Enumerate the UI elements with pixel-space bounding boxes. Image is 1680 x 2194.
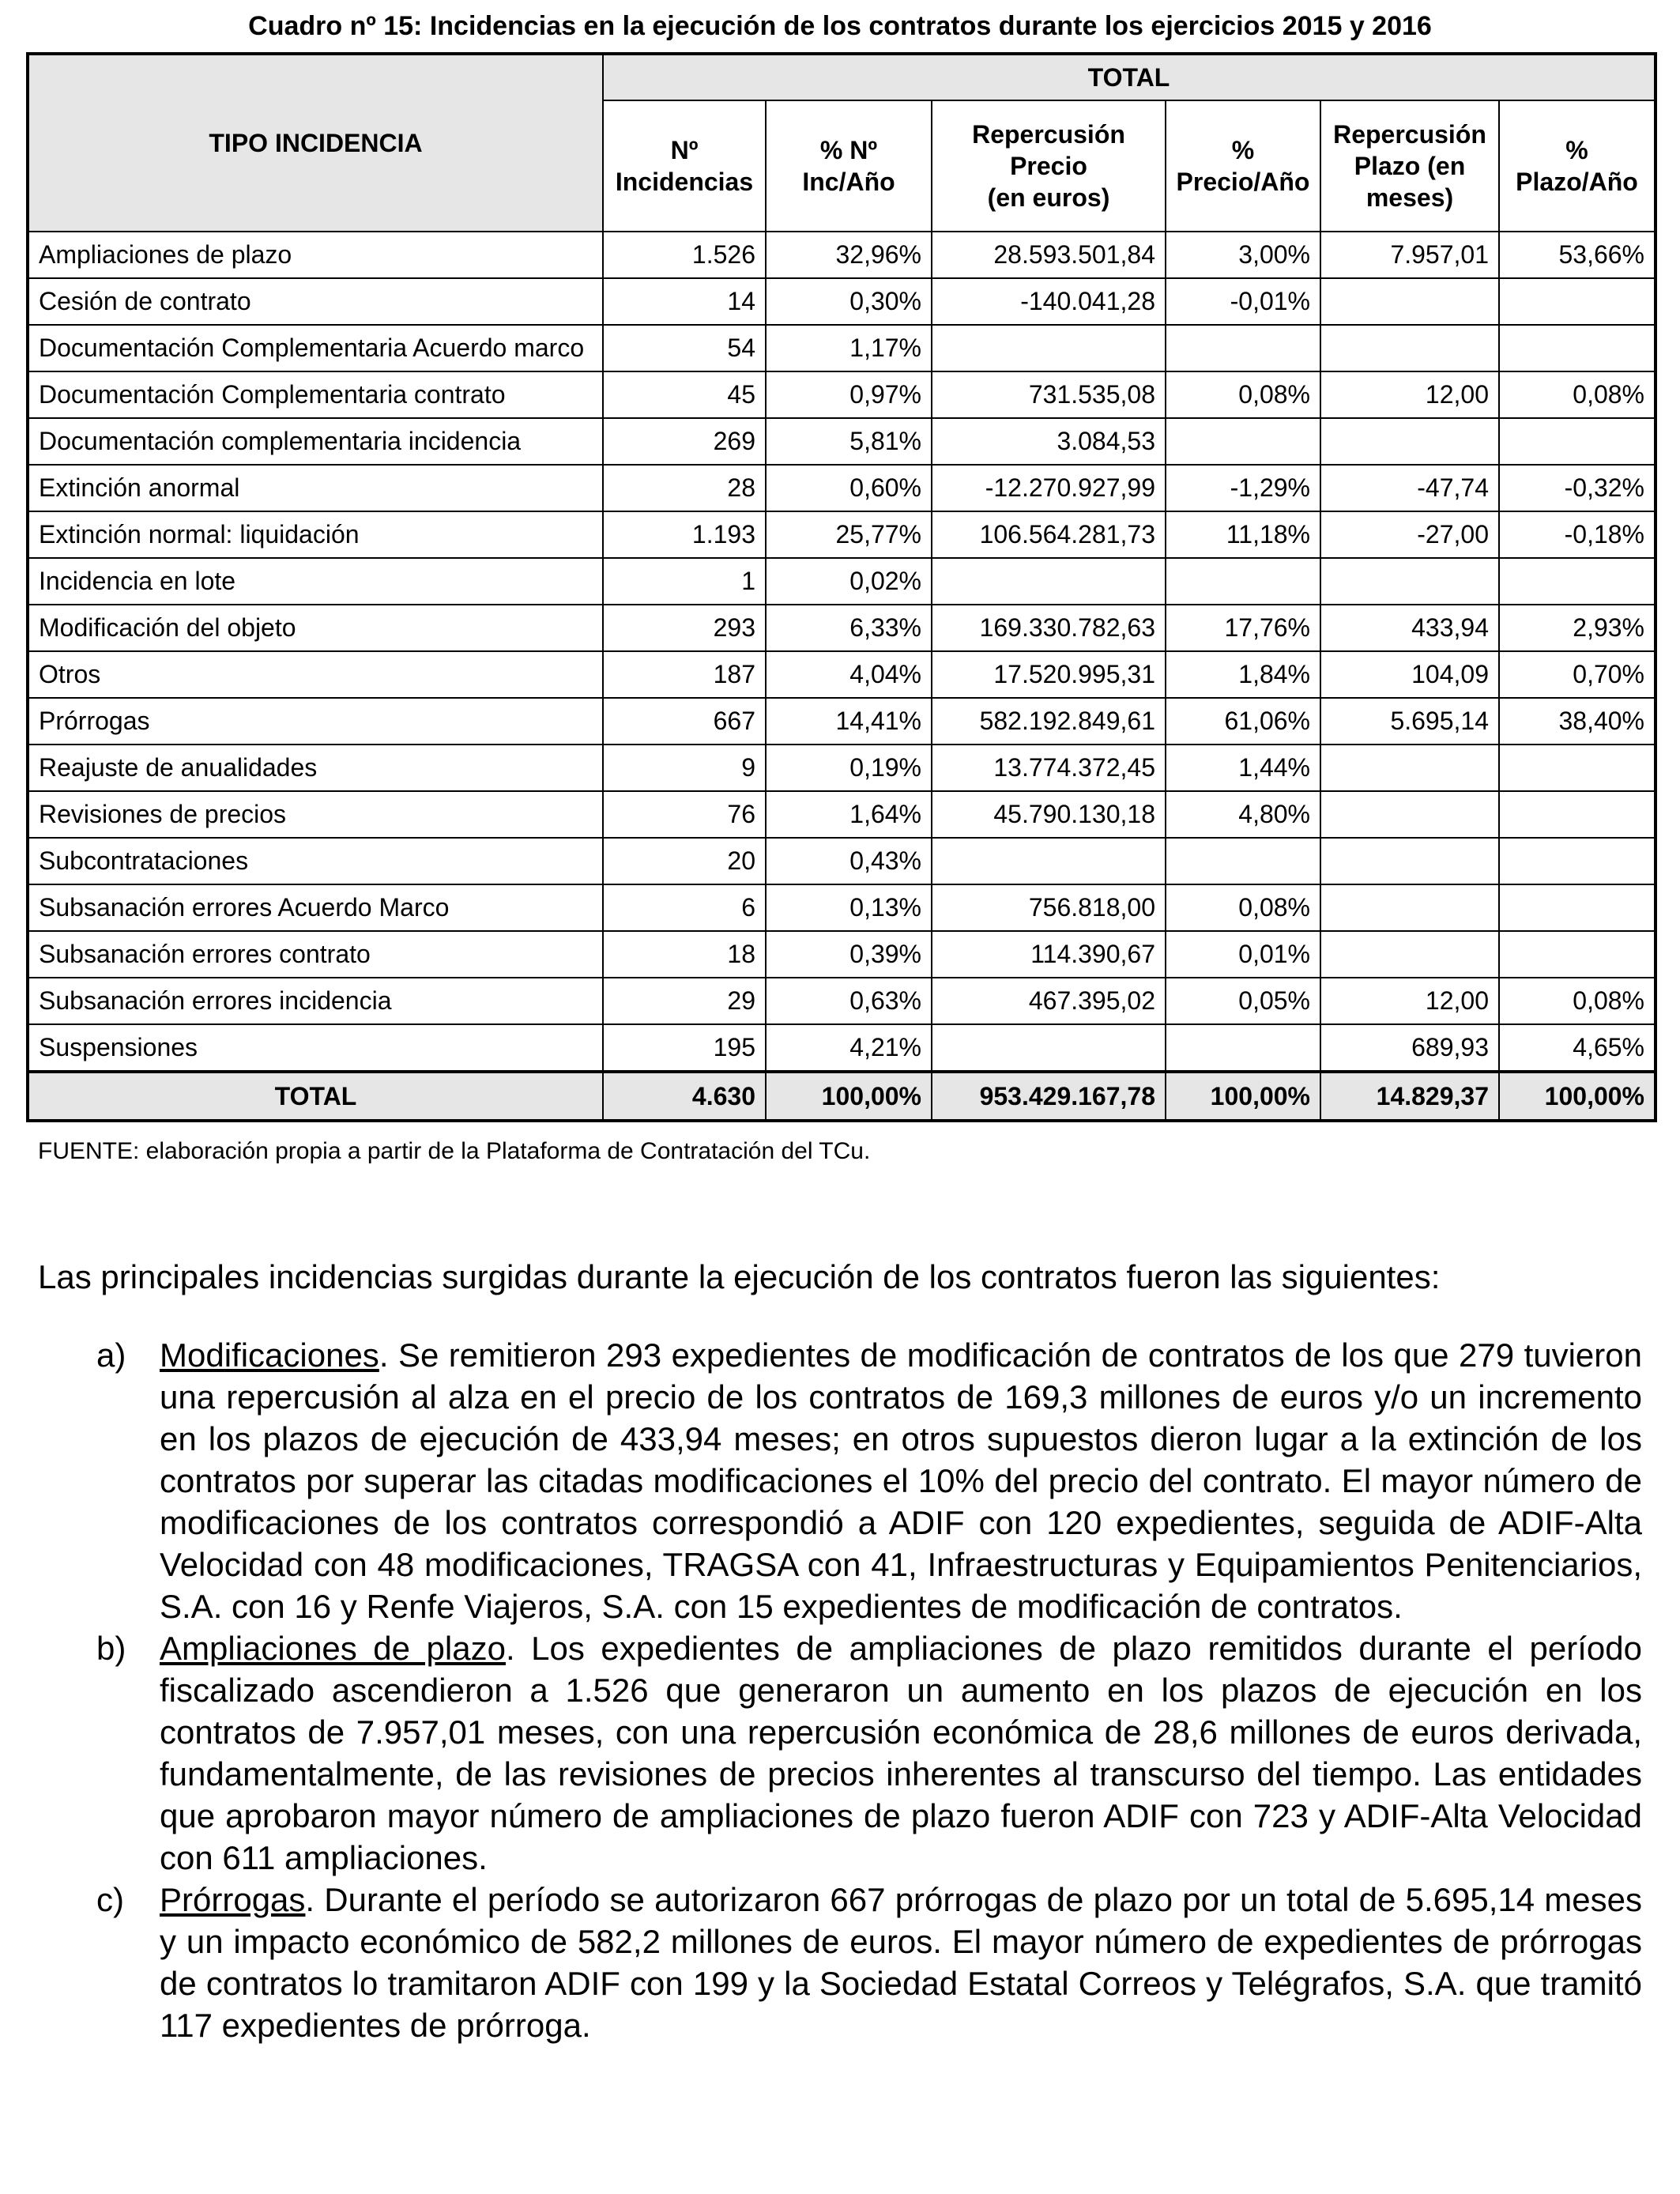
header-pct-precio: % Precio/Año [1166,100,1320,232]
row-value: 1,17% [766,325,932,371]
row-value: 0,08% [1499,978,1656,1024]
row-value: -140.041,28 [932,278,1166,325]
row-value [1166,558,1320,605]
row-label: Otros [28,651,603,698]
list-item-heading: Ampliaciones de plazo [160,1630,506,1667]
table-row [28,745,1656,791]
row-value [1499,278,1656,325]
row-value: -27,00 [1320,511,1499,558]
row-value: 0,05% [1166,978,1320,1024]
row-value [1499,745,1656,791]
incidencias-table [26,52,1657,1122]
row-value: 12,00 [1320,371,1499,418]
row-value: 7.957,01 [1320,232,1499,278]
row-value [1499,791,1656,838]
row-value: 76 [603,791,766,838]
row-value [1499,838,1656,884]
row-value: 0,08% [1499,371,1656,418]
row-value: 0,01% [1166,931,1320,978]
row-value [1320,418,1499,465]
row-label: TOTAL [28,1072,603,1121]
row-label: Cesión de contrato [28,278,603,325]
row-label: Extinción anormal [28,465,603,511]
row-value: 14,41% [766,698,932,745]
row-value: 195 [603,1024,766,1072]
row-value: 104,09 [1320,651,1499,698]
table-row [28,884,1656,931]
row-value: 4,80% [1166,791,1320,838]
row-value: 17,76% [1166,605,1320,651]
row-value [932,838,1166,884]
row-value: 0,97% [766,371,932,418]
row-value [1320,791,1499,838]
list-item [38,1627,1642,1879]
row-label: Ampliaciones de plazo [28,232,603,278]
row-value: 6,33% [766,605,932,651]
row-value: 3,00% [1166,232,1320,278]
row-value: 28.593.501,84 [932,232,1166,278]
row-value: 1,44% [1166,745,1320,791]
row-value: 14 [603,278,766,325]
row-value: 32,96% [766,232,932,278]
row-value: 17.520.995,31 [932,651,1166,698]
row-value [1320,884,1499,931]
table-title: Cuadro nº 15: Incidencias en la ejecución de los contratos durante los ejercicios 2015 y 2016 [248,11,1432,41]
row-value [1499,558,1656,605]
row-label: Subsanación errores incidencia [28,978,603,1024]
row-value: 29 [603,978,766,1024]
row-value: 0,30% [766,278,932,325]
intro-paragraph: Las principales incidencias surgidas durante la ejecución de los contratos fueron las siguientes: [38,1258,1441,1295]
row-value: 61,06% [1166,698,1320,745]
list-item [38,1334,1642,1627]
row-value: 45 [603,371,766,418]
row-value: 667 [603,698,766,745]
row-value [1320,278,1499,325]
row-label: Documentación Complementaria contrato [28,371,603,418]
row-value: 269 [603,418,766,465]
row-value [1166,418,1320,465]
row-value: 2,93% [1499,605,1656,651]
header-tipo-incidencia: TIPO INCIDENCIA [28,54,603,232]
row-label: Subsanación errores contrato [28,931,603,978]
row-value [1499,325,1656,371]
incidencias-list [38,1334,1642,2046]
row-label: Subsanación errores Acuerdo Marco [28,884,603,931]
row-value [1320,838,1499,884]
table-row [28,325,1656,371]
row-label: Reajuste de anualidades [28,745,603,791]
row-value [1320,325,1499,371]
row-value [1166,1024,1320,1072]
row-value: 467.395,02 [932,978,1166,1024]
header-total-group: TOTAL [603,54,1656,100]
row-value [1499,884,1656,931]
row-value: 45.790.130,18 [932,791,1166,838]
row-label: Suspensiones [28,1024,603,1072]
row-value: 106.564.281,73 [932,511,1166,558]
row-value: 54 [603,325,766,371]
row-value: 13.774.372,45 [932,745,1166,791]
row-value [932,558,1166,605]
row-value: 4.630 [603,1072,766,1121]
table-row [28,278,1656,325]
row-label: Extinción normal: liquidación [28,511,603,558]
row-value: -12.270.927,99 [932,465,1166,511]
header-pct-n-inc: % Nº Inc/Año [766,100,932,232]
list-item-heading: Modificaciones [160,1336,379,1374]
row-value [1499,931,1656,978]
row-value: 0,19% [766,745,932,791]
row-value: 14.829,37 [1320,1072,1499,1121]
row-value: -0,18% [1499,511,1656,558]
table-total-row [28,1072,1656,1121]
list-item-text: . Se remitieron 293 expedientes de modificación de contratos de los que 279 tuvieron una repercusión al alza en el precio de los contratos de 169,3 millones de euros y/o un incremento en los plazos de ejecución de 433,94 meses; en otros supuestos dieron lugar a la extinción de los contratos por superar las citadas modificaciones el 10% del precio del contrato. El mayor número de modificaciones de los contratos correspondió a ADIF con 120 expedientes, seguida de ADIF-Alta Velocidad con 48 modificaciones, TRAGSA con 41, Infraestructuras y Equipamientos Penitenciarios, S.A. con 16 y Renfe Viajeros, S.A. con 15 expedientes de modificación de contratos. [160,1336,1642,1625]
row-value: 0,70% [1499,651,1656,698]
row-label: Subcontrataciones [28,838,603,884]
row-value: 53,66% [1499,232,1656,278]
row-value: 5.695,14 [1320,698,1499,745]
header-pct-plazo: % Plazo/Año [1499,100,1656,232]
list-item [38,1879,1642,2046]
row-value [1320,931,1499,978]
row-value: -47,74 [1320,465,1499,511]
row-label: Documentación complementaria incidencia [28,418,603,465]
row-label: Prórrogas [28,698,603,745]
list-item-text: . Durante el período se autorizaron 667 prórrogas de plazo por un total de 5.695,14 meses y un impacto económico de 582,2 millones de euros. El mayor número de expedientes de prórrogas de contratos lo tramitaron ADIF con 199 y la Sociedad Estatal Correos y Telégrafos, S.A. que tramitó 117 expedientes de prórroga. [160,1881,1642,2044]
row-value: 0,63% [766,978,932,1024]
row-value: 25,77% [766,511,932,558]
row-value: 38,40% [1499,698,1656,745]
row-value: 0,60% [766,465,932,511]
row-value: 28 [603,465,766,511]
row-label: Incidencia en lote [28,558,603,605]
row-value: 1,64% [766,791,932,838]
table-row [28,605,1656,651]
table-row [28,232,1656,278]
row-value [1166,325,1320,371]
row-value [932,1024,1166,1072]
table-row [28,791,1656,838]
row-value: 6 [603,884,766,931]
list-marker: c) [96,1881,124,1918]
row-value: 689,93 [1320,1024,1499,1072]
header-repercusion-precio: Repercusión Precio (en euros) [932,100,1166,232]
row-value: 756.818,00 [932,884,1166,931]
row-value [1166,838,1320,884]
table-row [28,931,1656,978]
row-value: 9 [603,745,766,791]
row-value: -0,01% [1166,278,1320,325]
source-note: FUENTE: elaboración propia a partir de la Plataforma de Contratación del TCu. [38,1138,871,1164]
row-value: 4,21% [766,1024,932,1072]
row-label: Documentación Complementaria Acuerdo marco [28,325,603,371]
row-value: 5,81% [766,418,932,465]
row-value: 100,00% [766,1072,932,1121]
table-row [28,838,1656,884]
list-item-text: . Los expedientes de ampliaciones de plazo remitidos durante el período fiscalizado ascendieron a 1.526 que generaron un aumento en los plazos de ejecución en los contratos de 7.957,01 meses, con una repercusión económica de 28,6 millones de euros derivada, fundamentalmente, de las revisiones de precios inherentes al transcurso del tiempo. Las entidades que aprobaron mayor número de ampliaciones de plazo fueron ADIF con 723 y ADIF-Alta Velocidad con 611 ampliaciones. [160,1630,1642,1876]
table-row [28,558,1656,605]
row-value: 953.429.167,78 [932,1072,1166,1121]
row-value [1320,745,1499,791]
row-label: Revisiones de precios [28,791,603,838]
row-value: 20 [603,838,766,884]
row-value [1499,418,1656,465]
row-label: Modificación del objeto [28,605,603,651]
table-row [28,511,1656,558]
row-value: 1.193 [603,511,766,558]
row-value: 293 [603,605,766,651]
table-row [28,978,1656,1024]
row-value: 18 [603,931,766,978]
row-value: 12,00 [1320,978,1499,1024]
row-value: 731.535,08 [932,371,1166,418]
row-value: 0,13% [766,884,932,931]
table-row [28,1024,1656,1072]
row-value [1320,558,1499,605]
row-value: 0,08% [1166,371,1320,418]
row-value: 3.084,53 [932,418,1166,465]
row-value: -0,32% [1499,465,1656,511]
row-value: 0,02% [766,558,932,605]
row-value: 0,08% [1166,884,1320,931]
list-marker: a) [96,1336,126,1374]
row-value: 1.526 [603,232,766,278]
header-n-incidencias: Nº Incidencias [603,100,766,232]
table-body [28,232,1656,1121]
list-item-heading: Prórrogas [160,1881,306,1918]
row-value: 4,65% [1499,1024,1656,1072]
row-value: 187 [603,651,766,698]
table-row [28,371,1656,418]
row-value: 169.330.782,63 [932,605,1166,651]
row-value: 114.390,67 [932,931,1166,978]
row-value: 433,94 [1320,605,1499,651]
row-value: 100,00% [1166,1072,1320,1121]
header-repercusion-plazo: Repercusión Plazo (en meses) [1320,100,1499,232]
row-value: 582.192.849,61 [932,698,1166,745]
table-row [28,651,1656,698]
row-value: 100,00% [1499,1072,1656,1121]
row-value: 1,84% [1166,651,1320,698]
row-value: 1 [603,558,766,605]
table-row [28,698,1656,745]
list-marker: b) [96,1630,126,1667]
row-value [932,325,1166,371]
table-row [28,465,1656,511]
row-value: -1,29% [1166,465,1320,511]
row-value: 0,43% [766,838,932,884]
table-row [28,418,1656,465]
row-value: 4,04% [766,651,932,698]
row-value: 11,18% [1166,511,1320,558]
row-value: 0,39% [766,931,932,978]
